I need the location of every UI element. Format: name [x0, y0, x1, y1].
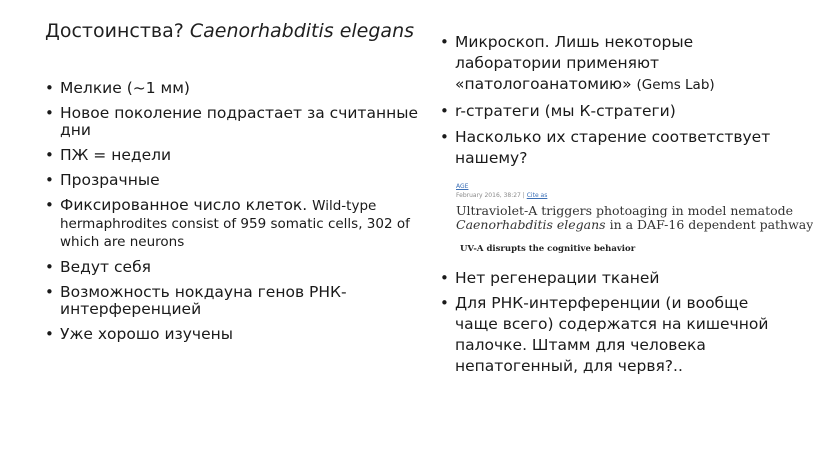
article-title: Ultraviolet-A triggers photoaging in model nematode Caenorhabditis elegans in a DAF-16 dependent pathway — [456, 203, 813, 232]
list-item: • Возможность нокдауна генов РНК-интерференцией — [45, 284, 425, 318]
article-title-species: Caenorhabditis elegans — [456, 217, 606, 232]
article-subtitle: UV-A disrupts the cognitive behavior — [460, 244, 636, 254]
list-item: • Новое поколение подрастает за считанные дни — [45, 105, 425, 139]
left-bullet-list — [45, 80, 425, 351]
clipping-meta: AGE February 2016, 38:27 | Cite as — [456, 183, 548, 199]
cite-as-link[interactable]: Cite as — [526, 192, 548, 199]
list-item: • Уже хорошо изучены — [45, 326, 425, 343]
bullet-aside: Wild-type hermaphrodites consist of 959 somatic cells, 302 of which are neurons — [60, 198, 410, 250]
slide-title — [45, 20, 414, 42]
list-item: • ПЖ = недели — [45, 147, 425, 164]
list-item: • Микроскоп. Лишь некоторые лаборатории применяют «патологоанатомию» (Gems Lab) — [440, 32, 780, 96]
list-item: • r-стратеги (мы К-стратеги) — [440, 101, 780, 122]
list-item: • Мелкие (~1 мм) — [45, 80, 425, 97]
right-bottom-bullet-list — [440, 268, 780, 381]
list-item: • Для РНК-интерференции (и вообще чаще всего) содержатся на кишечной палочке. Штамм для человека непатогенный, для червя?.. — [440, 293, 780, 377]
list-item: • Ведут себя — [45, 259, 425, 276]
list-item: • Прозрачные — [45, 172, 425, 189]
right-top-bullet-list — [440, 32, 780, 174]
article-clipping — [450, 180, 813, 262]
list-item: • Насколько их старение соответствует нашему? — [440, 127, 780, 169]
title-prefix: Достоинства? — [45, 20, 184, 42]
journal-tag-link[interactable]: AGE — [456, 183, 469, 190]
bullet-aside: (Gems Lab) — [636, 77, 715, 93]
title-species: Caenorhabditis elegans — [189, 20, 415, 42]
list-item: • Фиксированное число клеток. Wild-type hermaphrodites consist of 959 somatic cells, 302 of which are neurons — [45, 197, 425, 251]
publication-date: February 2016, 38:27 — [456, 192, 521, 199]
list-item: • Нет регенерации тканей — [440, 268, 780, 289]
